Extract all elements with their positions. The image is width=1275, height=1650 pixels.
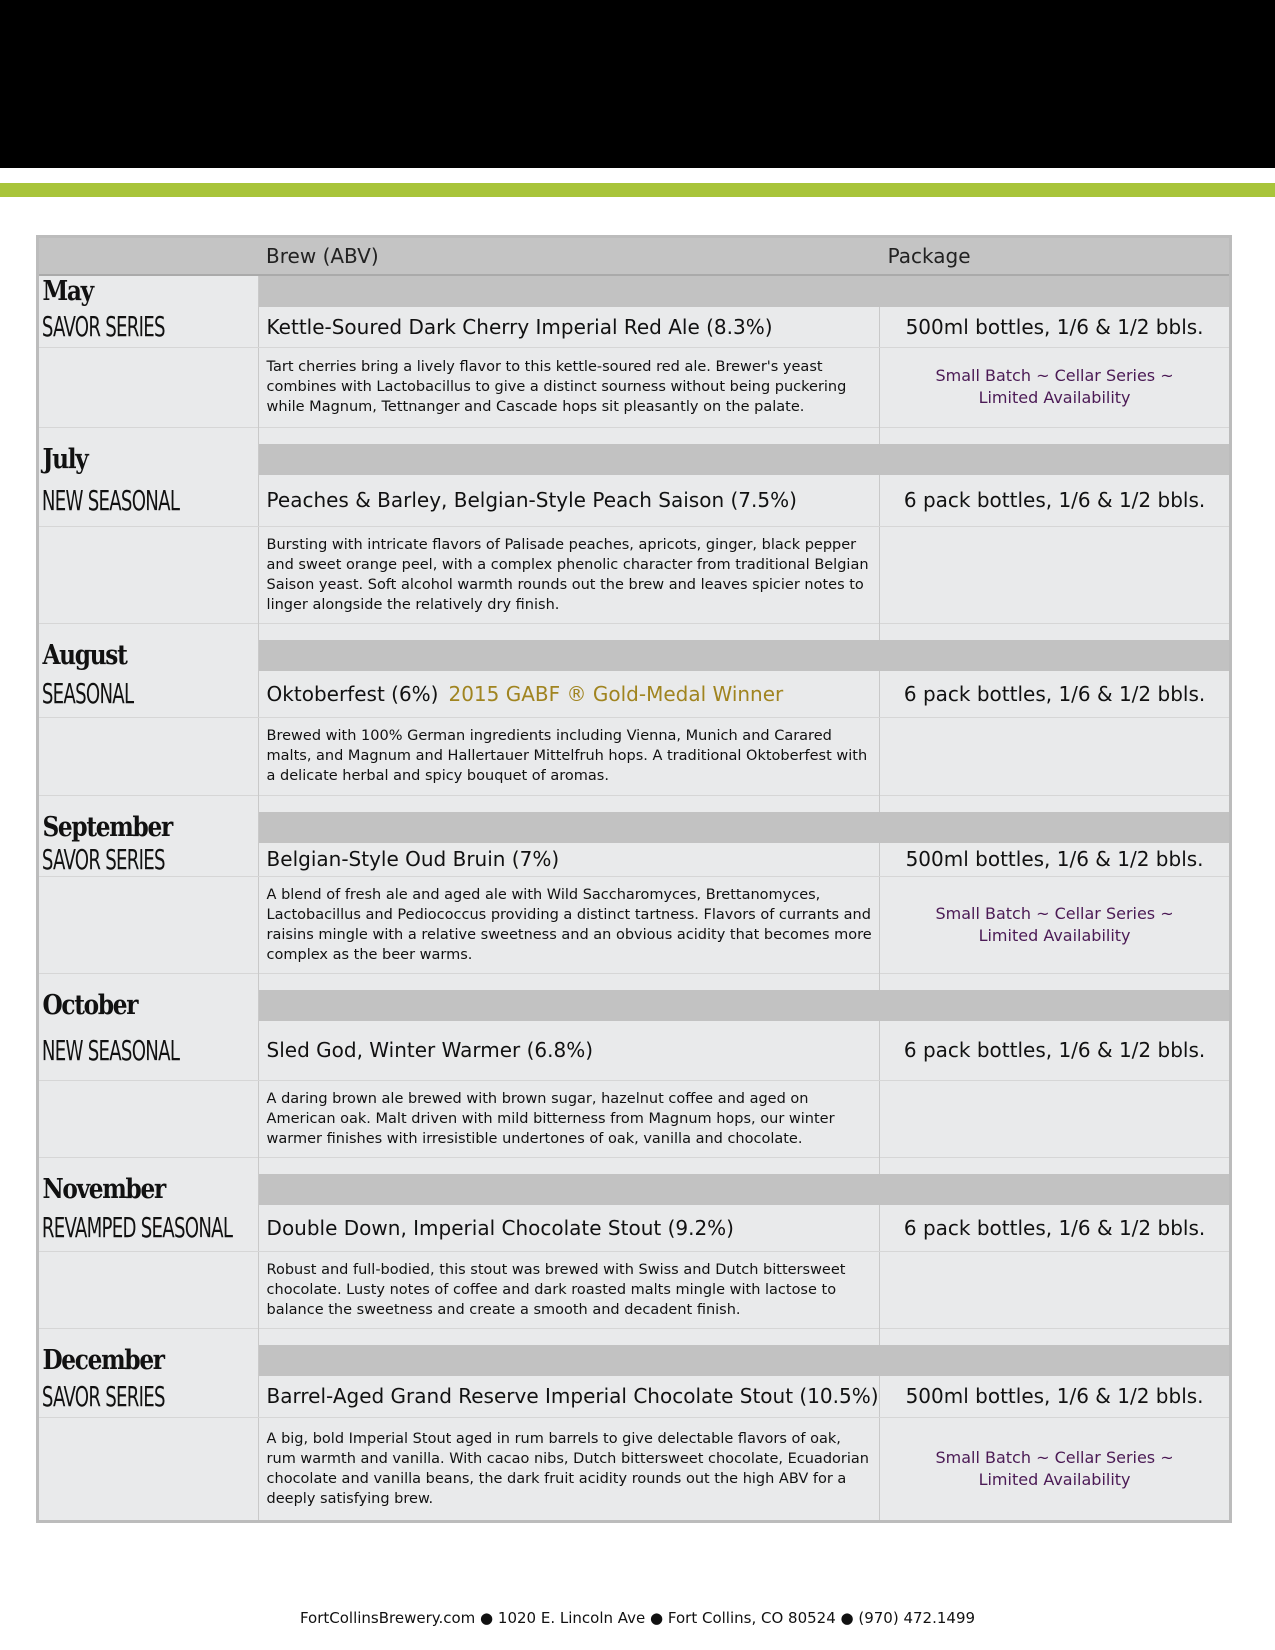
package-text: 6 pack bottles, 1/6 & 1/2 bbls. (880, 475, 1231, 527)
beer-name: Peaches & Barley, Belgian-Style Peach Saison (7.5%) (266, 488, 797, 513)
beer-row (38, 475, 1231, 527)
description-row (38, 1251, 1231, 1328)
blank-cell (38, 1251, 259, 1328)
availability-note (880, 527, 1231, 624)
package-text: 6 pack bottles, 1/6 & 1/2 bbls. (880, 1021, 1231, 1081)
availability-note (880, 1418, 1231, 1522)
note-line: Limited Availability (978, 1470, 1131, 1489)
table-header-row (38, 237, 1231, 276)
series-label: NEW SEASONAL (41, 1033, 180, 1067)
beer-name: Sled God, Winter Warmer (6.8%) (266, 1038, 594, 1063)
series-cell (38, 1205, 259, 1251)
month-name: September (42, 811, 172, 843)
series-cell (38, 307, 259, 347)
beer-name: Oktoberfest (6%) (266, 681, 439, 706)
month-band (880, 640, 1231, 671)
month-band (258, 444, 880, 475)
series-cell (38, 475, 259, 527)
release-schedule-table (36, 235, 1232, 1523)
availability-note (880, 1251, 1231, 1328)
top-black-banner (0, 0, 1275, 168)
spacer-row (38, 624, 1231, 641)
series-label: SEASONAL (41, 677, 134, 711)
green-accent-bar (0, 183, 1275, 197)
beer-row (38, 307, 1231, 347)
note-line: Small Batch ~ Cellar Series ~ (935, 366, 1174, 385)
beer-description: Tart cherries bring a lively flavor to this kettle-soured red ale. Brewer's yeast combines with Lactobacillus to give a distinct sourness without being puckering while Magnum, Tettnanger and Cascade hops sit pleasantly on the palate. (258, 347, 880, 427)
description-row (38, 717, 1231, 795)
series-cell (38, 671, 259, 717)
series-cell (38, 843, 259, 877)
month-band (880, 1174, 1231, 1205)
beer-description: Bursting with intricate flavors of Palisade peaches, apricots, ginger, black pepper and sweet orange peel, with a complex phenolic character from traditional Belgian Saison yeast. Soft alcohol warmth rounds out the brew and leaves spicier notes to linger alongside the relatively dry finish. (258, 527, 880, 624)
note-line: Small Batch ~ Cellar Series ~ (935, 903, 1174, 923)
beer-description: A big, bold Imperial Stout aged in rum barrels to give delectable flavors of oak, rum warmth and vanilla. With cacao nibs, Dutch bittersweet chocolate, Ecuadorian chocolate and vanilla beans, the dark fruit acidity rounds out the high ABV for a deeply satisfying brew. (258, 1418, 880, 1522)
month-row (38, 1345, 1231, 1376)
month-cell (38, 640, 259, 671)
series-label: SAVOR SERIES (41, 842, 165, 876)
availability-note (880, 1081, 1231, 1158)
month-band (880, 444, 1231, 475)
description-row (38, 1081, 1231, 1158)
beer-row (38, 1021, 1231, 1081)
month-band (258, 275, 880, 307)
package-text: 6 pack bottles, 1/6 & 1/2 bbls. (880, 1205, 1231, 1251)
header-brew: Brew (ABV) (258, 237, 880, 276)
beer-name-cell (258, 475, 880, 527)
description-row (38, 876, 1231, 973)
beer-description: A blend of fresh ale and aged ale with Wild Saccharomyces, Brettanomyces, Lactobacillus and Pediococcus providing a distinct tartness. Flavors of currants and raisins mingle with a relative sweetness and an obvious acidity that becomes more complex as the beer warms. (258, 876, 880, 973)
spacer-row (38, 1158, 1231, 1175)
beer-name: Kettle-Soured Dark Cherry Imperial Red Ale (8.3%) (266, 314, 773, 339)
month-name: December (42, 1344, 164, 1376)
beer-description: A daring brown ale brewed with brown sugar, hazelnut coffee and aged on American oak. Malt driven with mild bitterness from Magnum hops, our winter warmer finishes with irresistible undertones of oak, vanilla and chocolate. (258, 1081, 880, 1158)
availability-note (880, 347, 1231, 427)
package-text: 500ml bottles, 1/6 & 1/2 bbls. (880, 1376, 1231, 1418)
spacer-row (38, 795, 1231, 812)
availability-note (880, 717, 1231, 795)
beer-row (38, 1205, 1231, 1251)
month-name: November (42, 1174, 165, 1205)
month-band (880, 1345, 1231, 1376)
blank-cell (38, 876, 259, 973)
beer-name: Barrel-Aged Grand Reserve Imperial Chocolate Stout (10.5%) (266, 1384, 879, 1409)
month-band (880, 990, 1231, 1021)
series-label: SAVOR SERIES (41, 1379, 165, 1413)
blank-cell (38, 1418, 259, 1522)
beer-name-cell (258, 1376, 880, 1418)
month-cell (38, 1345, 259, 1376)
series-cell (38, 1376, 259, 1418)
month-band (258, 1174, 880, 1205)
description-row (38, 1418, 1231, 1522)
month-row (38, 275, 1231, 307)
beer-name-cell (258, 1205, 880, 1251)
beer-name: Double Down, Imperial Chocolate Stout (9.2%) (266, 1215, 734, 1240)
beer-name: Belgian-Style Oud Bruin (7%) (266, 847, 560, 871)
footer-contact: FortCollinsBrewery.com ● 1020 E. Lincoln Ave ● Fort Collins, CO 80524 ● (970) 472.1499 (299, 1609, 976, 1627)
beer-row (38, 671, 1231, 717)
month-band (258, 812, 880, 843)
blank-cell (38, 717, 259, 795)
header-blank (38, 237, 259, 276)
beer-row (38, 843, 1231, 877)
month-name: August (42, 640, 127, 671)
award-text: 2015 GABF ® Gold-Medal Winner (448, 681, 784, 706)
month-band (258, 1345, 880, 1376)
package-text: 6 pack bottles, 1/6 & 1/2 bbls. (880, 671, 1231, 717)
month-band (258, 640, 880, 671)
description-row (38, 527, 1231, 624)
month-name: July (42, 443, 88, 475)
series-label: REVAMPED SEASONAL (41, 1211, 233, 1245)
beer-description: Robust and full-bodied, this stout was brewed with Swiss and Dutch bittersweet chocolate. Lusty notes of coffee and dark roasted malts mingle with lactose to balance the sweetness and create a smooth and decadent finish. (258, 1251, 880, 1328)
note-line: Small Batch ~ Cellar Series ~ (935, 1448, 1174, 1467)
series-label: NEW SEASONAL (41, 483, 180, 517)
spacer-row (38, 427, 1231, 444)
note-line: Limited Availability (978, 925, 1131, 945)
blank-cell (38, 1081, 259, 1158)
package-text: 500ml bottles, 1/6 & 1/2 bbls. (880, 307, 1231, 347)
beer-name-cell (258, 843, 880, 877)
beer-description: Brewed with 100% German ingredients including Vienna, Munich and Carared malts, and Magnum and Hallertauer Mittelfruh hops. A traditional Oktoberfest with a delicate herbal and spicy bouquet of aromas. (258, 717, 880, 795)
month-band (880, 275, 1231, 307)
spacer-row (38, 973, 1231, 990)
month-cell (38, 812, 259, 843)
series-label: SAVOR SERIES (41, 310, 165, 344)
blank-cell (38, 527, 259, 624)
month-row (38, 1174, 1231, 1205)
month-name: May (42, 276, 93, 307)
month-band (258, 990, 880, 1021)
month-row (38, 640, 1231, 671)
note-line: Limited Availability (978, 388, 1131, 407)
beer-name-cell (258, 1021, 880, 1081)
spacer-row (38, 1328, 1231, 1345)
month-name: October (42, 989, 138, 1021)
month-row (38, 812, 1231, 843)
month-cell (38, 990, 259, 1021)
month-cell (38, 1174, 259, 1205)
availability-note (880, 876, 1231, 973)
blank-cell (38, 347, 259, 427)
beer-name-cell (258, 307, 880, 347)
beer-row (38, 1376, 1231, 1418)
description-row (38, 347, 1231, 427)
header-package: Package (880, 237, 1231, 276)
month-cell (38, 275, 259, 307)
series-cell (38, 1021, 259, 1081)
month-band (880, 812, 1231, 843)
beer-name-cell (258, 671, 880, 717)
month-row (38, 444, 1231, 475)
month-row (38, 990, 1231, 1021)
month-cell (38, 444, 259, 475)
package-text: 500ml bottles, 1/6 & 1/2 bbls. (880, 843, 1231, 877)
